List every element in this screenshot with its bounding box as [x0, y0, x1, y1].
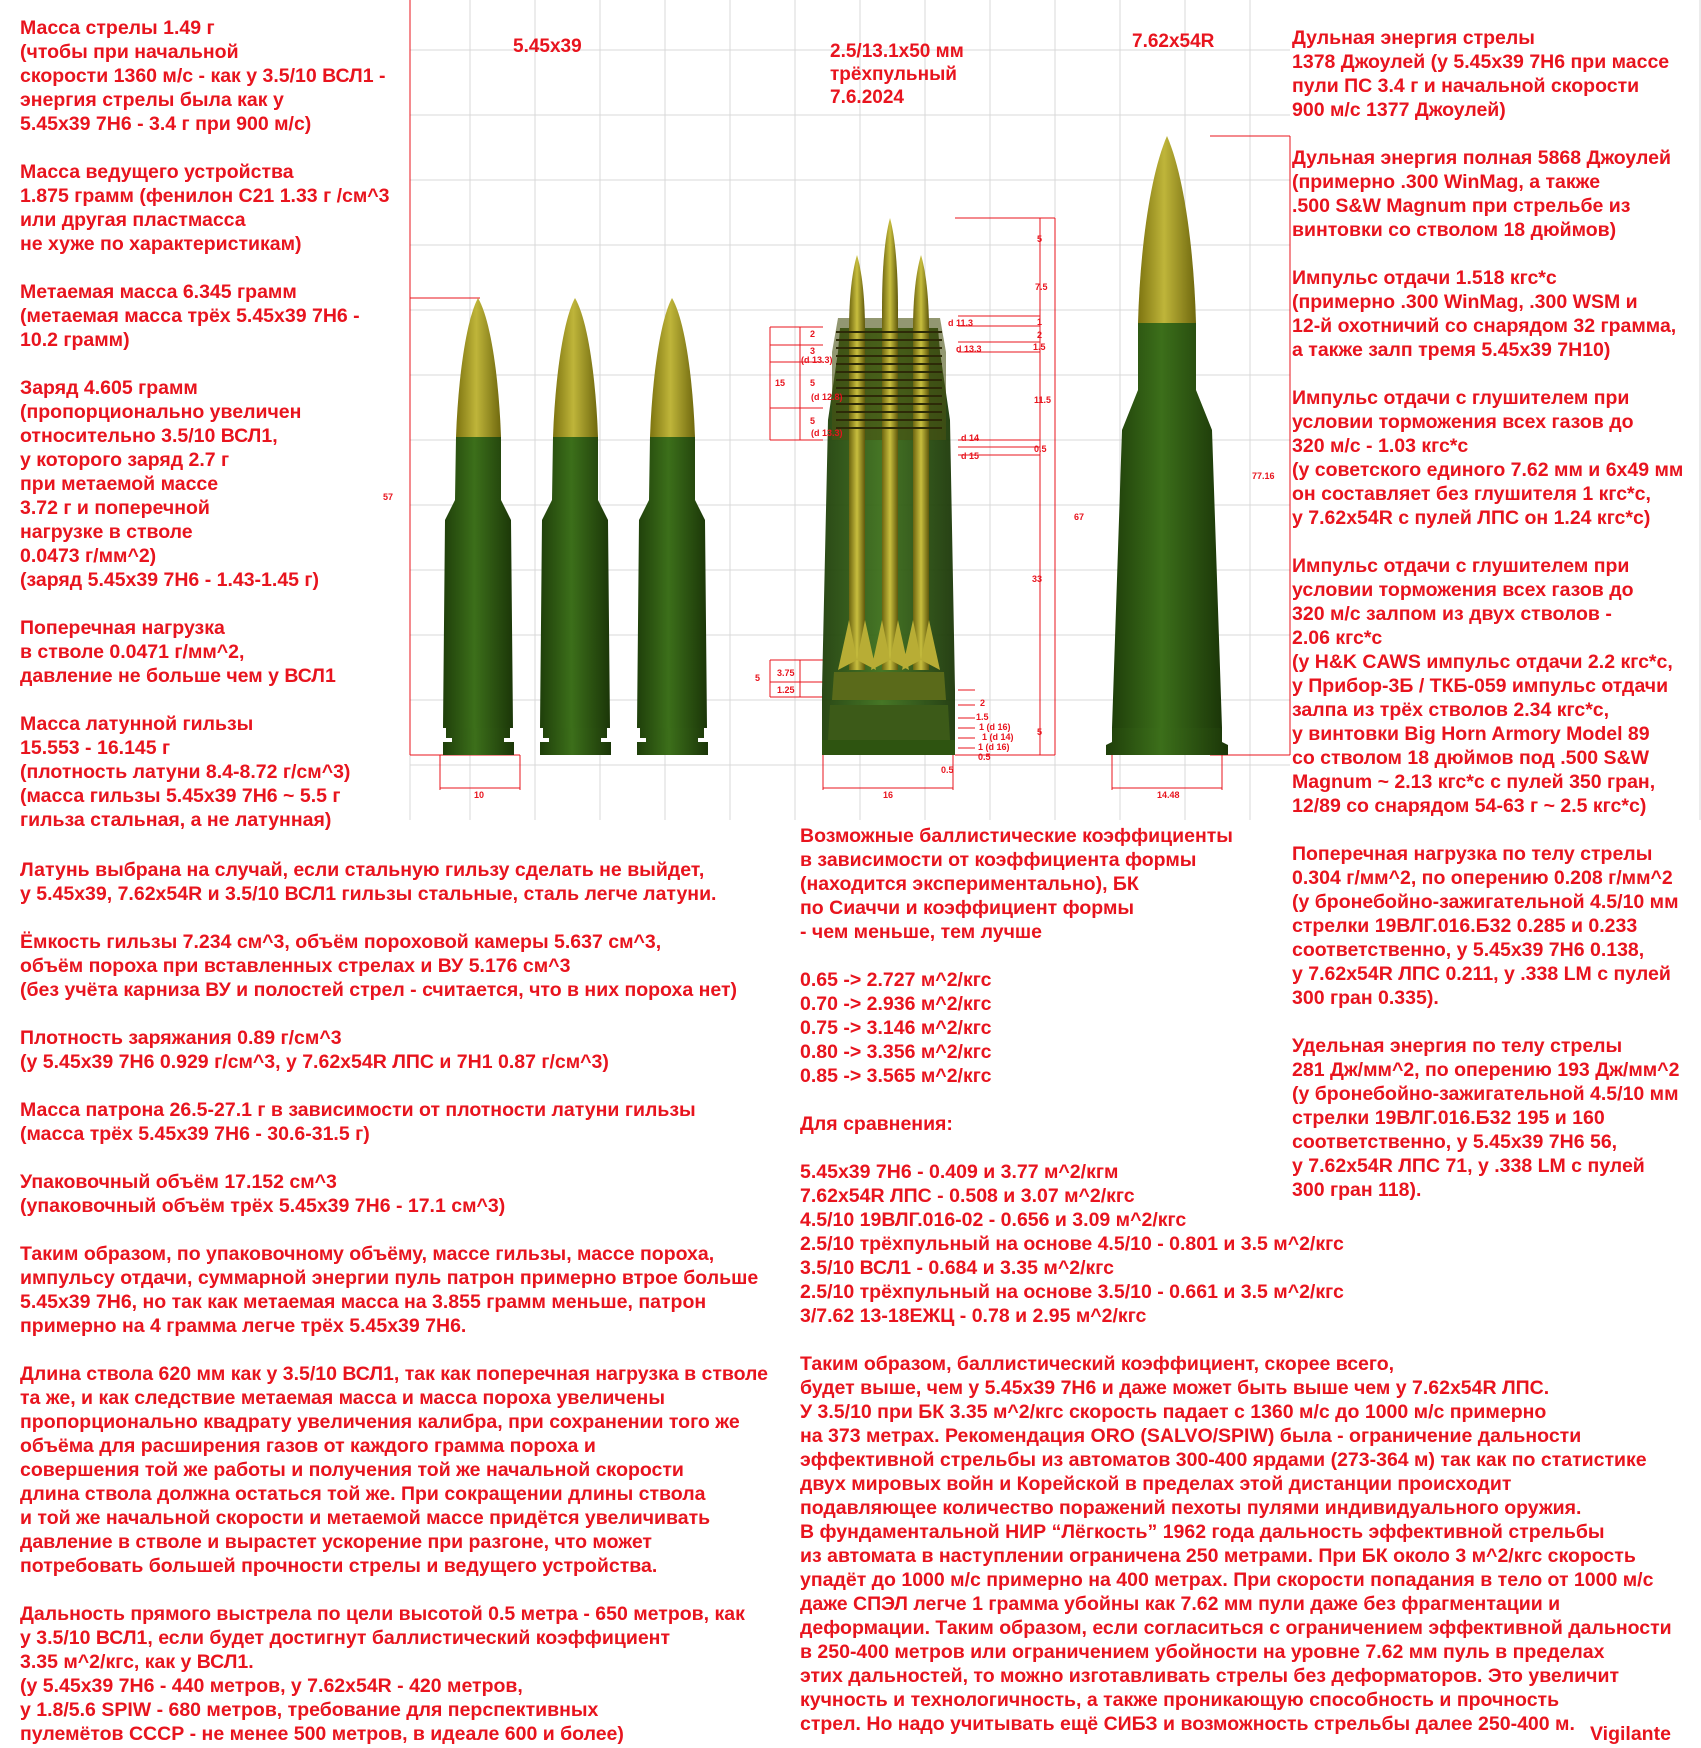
cartridge-545x39-1 [443, 298, 514, 755]
title-triple-dart: 2.5/13.1x50 мм трёхпульный 7.6.2024 [830, 41, 964, 108]
dim-center-case: 33 [1032, 574, 1043, 584]
signature: Vigilante [1590, 1723, 1671, 1745]
dim-center-height: 67 [1074, 512, 1085, 522]
cartridge-triple-dart [822, 218, 955, 755]
dim-center-dd1: d 11.3 [948, 318, 974, 328]
bottom-left-text-block: Латунь выбрана на случай, если стальную гильзу сделать не выйдет, у 5.45x39, 7.62x54R и 3.5/10 ВСЛ1 гильзы стальные, сталь легче латуни. Ёмкость гильзы 7.234 см^3, объём пороховой камеры 5.637 см^3, объём пороха при вставленных стрелах и ВУ 5.176 см^3 (без учёта карниза ВУ и полостей стрел - считается, что в них пороха нет) Плотность заряжания 0.89 г/см^3 (у 5.45x39 7Н6 0.929 г/см^3, у 7.62x54R ЛПС и 7Н1 0.87 г/см^3) Масса патрона 26.5-27.1 г в зависимости от плотности латуни гильзы (масса трёх 5.45x39 7Н6 - 30.6-31.5 г) Упаковочный объём 17.152 см^3 (упаковочный объём трёх 5.45x39 7Н6 - 17.1 см^3) Таким образом, по упаковочному объёму, массе гильзы, массе пороха, импульсу отдачи, суммарной энергии пуль патрон примерно втрое больше 5.45x39 7Н6, но так как метаемая масса на 3.855 грамм меньше, патрон примерно на 4 грамма легче трёх 5.45x39 7Н6. Длина ствола 620 мм как у 3.5/10 ВСЛ1, так как поперечная нагрузка в стволе та же, и как следствие метаемая масса и масса пороха увеличены пропорционально квадрату увеличения калибра, при сохранении того же объёма для расширения газов от каждого грамма пороха и совершения той же работы и получения той же начальной скорости длина ствола должна остаться той же. При сокращении длины ствола и той же начальной скорости и метаемой массе придётся увеличивать давление в стволе и вырастет ускорение при разгоне, что может потребовать большей прочности стрелы и ведущего устройства. Дальность прямого выстрела по цели высотой 0.5 метра - 650 метров, как у 3.5/10 ВСЛ1, если будет достигнут баллистический коэффициент 3.35 м^2/кгс, как у ВСЛ1. (у 5.45x39 7Н6 - 440 метров, у 7.62x54R - 420 метров, у 1.8/5.6 SPIW - 680 метров, требование для перспективных пулемётов СССР - не менее 500 метров, в идеале 600 и более) [20, 859, 769, 1745]
dim-center-group: 15 [775, 378, 786, 388]
dim-center-b3: 1.25 [777, 685, 795, 695]
left-text-block: Масса стрелы 1.49 г (чтобы при начальной скорости 1360 м/с - как у 3.5/10 ВСЛ1 - энергия стрелы была как у 5.45x39 7Н6 - 3.4 г при 900 м/с) Масса ведущего устройства 1.875 грамм (фенилон С21 1.33 г /см^3 или другая пластмасса не хуже по характеристикам) Метаемая масса 6.345 грамм (метаемая масса трёх 5.45x39 7Н6 - 10.2 грамм) Заряд 4.605 грамм (пропорционально увеличен относительно 3.5/10 ВСЛ1, у которого заряд 2.7 г при метаемой массе 3.72 г и поперечной нагрузке в стволе 0.0473 г/мм^2) (заряд 5.45x39 7Н6 - 1.43-1.45 г) Поперечная нагрузка в стволе 0.0471 г/мм^2, давление не больше чем у ВСЛ1 Масса латунной гильзы 15.553 - 16.145 г (плотность латуни 8.4-8.72 г/см^3) (масса гильзы 5.45x39 7Н6 ~ 5.5 г гильза стальная, а не латунная) [20, 17, 390, 831]
dim-center-a4: 5 [810, 416, 816, 426]
dim-center-t4: 2 [1037, 330, 1043, 340]
dim-right-width: 14.48 [1157, 790, 1180, 800]
dim-center-t5: 1.5 [1033, 342, 1046, 352]
dim-center-a2: 3 [810, 346, 816, 356]
dim-center-b1: 5 [755, 673, 761, 683]
title-545x39: 5.45x39 [513, 36, 582, 57]
dim-center-dd4: d 15 [961, 451, 980, 461]
dim-center-r5: 1 (d 16) [978, 742, 1010, 752]
dim-center-r7: 5 [1037, 727, 1043, 737]
dim-left-width: 10 [474, 790, 485, 800]
dim-center-r2: 1.5 [976, 712, 989, 722]
dim-left-height: 57 [383, 492, 394, 502]
dim-center-width: 16 [883, 790, 894, 800]
title-762x54r: 7.62x54R [1132, 31, 1215, 52]
dim-center-r6: 0.5 [978, 752, 991, 762]
dim-center-d3: (d 13.3) [811, 428, 843, 438]
dim-center-t2: 7.5 [1035, 282, 1048, 292]
dim-center-r4: 1 (d 14) [982, 732, 1014, 742]
dim-center-t6: 11.5 [1034, 395, 1052, 405]
right-text-block: Дульная энергия стрелы 1378 Джоулей (у 5.45x39 7Н6 при массе пули ПС 3.4 г и начальной скорости 900 м/с 1377 Джоулей) Дульная энергия полная 5868 Джоулей (примерно .300 WinMag, а также .500 S&W Magnum при стрельбе из винтовки со стволом 18 дюймов) Импульс отдачи 1.518 кгс*с (примерно .300 WinMag, .300 WSM и 12-й охотничий со снарядом 32 грамма, а также залп тремя 5.45x39 7Н10) Импульс отдачи с глушителем при условии торможения всех газов до 320 м/с - 1.03 кгс*с (у советского единого 7.62 мм и 6х49 мм он составляет без глушителя 1 кгс*с, у 7.62x54R с пулей ЛПС он 1.24 кгс*с) Импульс отдачи с глушителем при условии торможения всех газов до 320 м/с залпом из двух стволов - 2.06 кгс*с (у H&K CAWS импульс отдачи 2.2 кгс*с, у Прибор-3Б / ТКБ-059 импульс отдачи залпа из трёх стволов 2.34 кгс*с, у винтовки Big Horn Armory Model 89 со стволом 18 дюймов под .500 S&W Magnum ~ 2.13 кгс*с с пулей 350 гран, 12/89 со снарядом 54-63 г ~ 2.5 кгс*с) Поперечная нагрузка по телу стрелы 0.304 г/мм^2, по оперению 0.208 г/мм^2 (у бронебойно-зажигательной 4.5/10 мм стрелки 19ВЛГ.016.Б32 0.285 и 0.233 соответственно, у 5.45x39 7Н6 0.138, у 7.62x54R ЛПС 0.211, у .338 LM с пулей 300 гран 0.335). Удельная энергия по телу стрелы 281 Дж/мм^2, по оперению 193 Дж/мм^2 (у бронебойно-зажигательной 4.5/10 мм стрелки 19ВЛГ.016.Б32 195 и 160 соответственно, у 5.45x39 7Н6 56, у 7.62x54R ЛПС 71, у .338 LM с пулей 300 гран 118). [1292, 27, 1684, 1201]
dim-center-d1: (d 13.3) [801, 355, 833, 365]
center-text-block: Возможные баллистические коэффициенты в зависимости от коэффициента формы (находится экспериментально), БК по Сиаччи и коэффициент формы - чем меньше, тем лучше 0.65 -> 2.727 м^2/кгс 0.70 -> 2.936 м^2/кгс 0.75 -> 3.146 м^2/кгс 0.80 -> 3.356 м^2/кгс 0.85 -> 3.565 м^2/кгс Для сравнения: 5.45x39 7Н6 - 0.409 и 3.77 м^2/кгм 7.62x54R ЛПС - 0.508 и 3.07 м^2/кгс 4.5/10 19ВЛГ.016-02 - 0.656 и 3.09 м^2/кгс 2.5/10 трёхпульный на основе 4.5/10 - 0.801 и 3.5 м^2/кгс 3.5/10 ВСЛ1 - 0.684 и 3.35 м^2/кгс 2.5/10 трёхпульный на основе 3.5/10 - 0.661 и 3.5 м^2/кгс 3/7.62 13-18ЕЖЦ - 0.78 и 2.95 м^2/кгс Таким образом, баллистический коэффициент, скорее всего, будет выше, чем у 5.45x39 7Н6 и даже может быть выше чем у 7.62x54R ЛПС. У 3.5/10 при БК 3.35 м^2/кгс скорость падает с 1360 м/с до 1000 м/с примерно на 373 метрах. Рекомендация ORO (SALVO/SPIW) была - ограничение дальности эффективной стрельбы из автоматов 300-400 ярдами (273-364 м) так как по статистике двух мировых войн и Корейской в пределах этой дистанции происходит подавляющее количество поражений пехоты пулями индивидуального оружия. В фундаментальной НИР “Лёгкость” 1962 года дальность эффективной стрельбы из автомата в наступлении ограничена 250 метрами. При БК около 3 м^2/кгс скорость упадёт до 1000 м/с примерно на 400 метрах. При скорости попадания в тело от 1000 м/с даже СПЭЛ легче 1 грамма убойны как 7.62 мм пули даже без фрагментации и деформации. Таким образом, если согласиться с ограничением эффективной дальности в 250-400 метров или ограничением убойности на уровне 7.62 мм пуль в пределах этих дальностей, то можно изготавливать стрелы без деформаторов. Это увеличит кучность и технологичность, а также проникающую способность и прочность стрел. Но надо учитывать ещё СИБЗ и возможность стрельбы далее 250-400 м. [800, 825, 1672, 1735]
dim-center-a3: 5 [810, 378, 816, 388]
dim-center-b2: 3.75 [777, 668, 795, 678]
dim-center-d2: (d 12.8) [811, 392, 843, 402]
dim-center-dd3: d 14 [961, 433, 980, 443]
dim-center-a1: 2 [810, 329, 816, 339]
dim-center-r8: 0.5 [941, 765, 954, 775]
dim-center-r3: 1 (d 16) [979, 722, 1011, 732]
cartridge-762x54r [1106, 136, 1228, 755]
dim-center-t1: 5 [1037, 234, 1043, 244]
dim-right-height: 77.16 [1252, 471, 1275, 481]
dim-center-t7: 0.5 [1034, 444, 1047, 454]
dim-center-dd2: d 13.3 [956, 344, 982, 354]
dim-center-r1: 2 [980, 698, 986, 708]
dim-center-t3: 1 [1037, 317, 1043, 327]
cartridge-545x39-3 [637, 298, 708, 755]
